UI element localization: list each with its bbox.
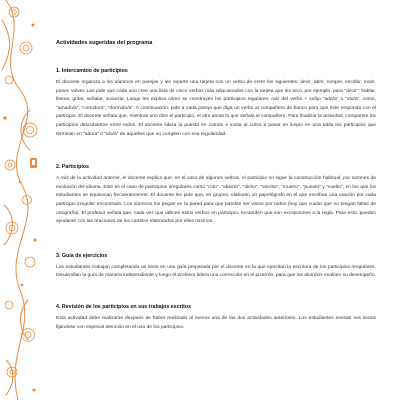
section-intercambio — [56, 68, 376, 139]
section-heading: 2. Participios — [56, 164, 89, 171]
section-participios — [56, 164, 376, 227]
section-heading: 4. Revisión de los participios en sus trabajos escritos — [56, 303, 192, 310]
document-title: Actividades sugeridas del programa — [56, 40, 153, 46]
section-revision — [56, 304, 376, 332]
section-heading: 3. Guía de ejercicios — [56, 252, 108, 259]
section-body: El docente organiza a los alumnos en parejas y les reparte una tarjeta con un verbo de entre los siguientes: decir, abrir, romper, escribir, morir, poner, volver. Les pide que cada uno cree una lista de cinco verbos más relacionados con la tarjeta que les tocó, por ejemplo, para "decir": hablar, llamar, gritar, señalar, susurrar. Luego les explica cómo se construyen los participios regulares: raíz del verbo + sufijo "ado/a" o "ido/a", como, "amado/a", "comido/a", "dormido/a". A continuación, pide a cada pareja que diga un verbo al compañero de banco para que éste responda con el participio. El docente señala que, mientras uno dice el participio, el otro anota lo que señala el compañero. Para finalizar la actividad, comparten los participios descubiertos entre todos. El docente lidera la puesta en común e invita al curso a pasar en limpio en una tabla los participios que terminan en "ado/a" o "ido/a" de aquellos que no cumplen con esa regularidad. — [56, 80, 376, 137]
section-heading: 1. Intercambio de participios — [56, 68, 128, 74]
section-body: Los estudiantes trabajan completando un texto en una guía preparada por el docente en la que ejercitan la escritura de los participios irregulares. Desarrollan la guía de manera independiente y luego el profesor lidera una corrección en el pizarrón, para que los alumnos evalúen su desempeño. — [56, 264, 376, 279]
section-body: A raíz de la actividad anterior, el docente explica que, en el caso de algunos verbos, el participio no sigue la construcción habitual, por razones de evolución del idioma. Este es el caso de participios irregulares como "roto", "abierto", "dicho", "escrito", "muerto", "puesto" y "vuelto", en los que los estudiantes se equivocan frecuentemente. El docente les pide que, en grupos, elaboren un papelógrafo en el que escriban una oración por cada participio irregular encontrado. Los alumnos los pegan en la pared para que puedan ser vistos por todos (hay que cuidar que no tengan faltas de ortografía). El profesor señala que, cada vez que utilicen estos verbos en participio, recuerden que son excepciones a la regla. Para esto, pueden ayudarse con las oraciones de los carteles elaborados por ellos mismos. — [56, 176, 376, 225]
section-body: Esta actividad debe realizarse después de haber realizado al menos una de las dos actividades anteriores. Los estudiantes revisan sus textos fijándose con especial atención en el uso de los participios. — [56, 315, 376, 330]
section-guia-ejercicios — [56, 253, 376, 281]
decorative-swirl-border — [0, 0, 42, 400]
pencil-icon — [30, 158, 37, 168]
document-content — [56, 40, 376, 332]
